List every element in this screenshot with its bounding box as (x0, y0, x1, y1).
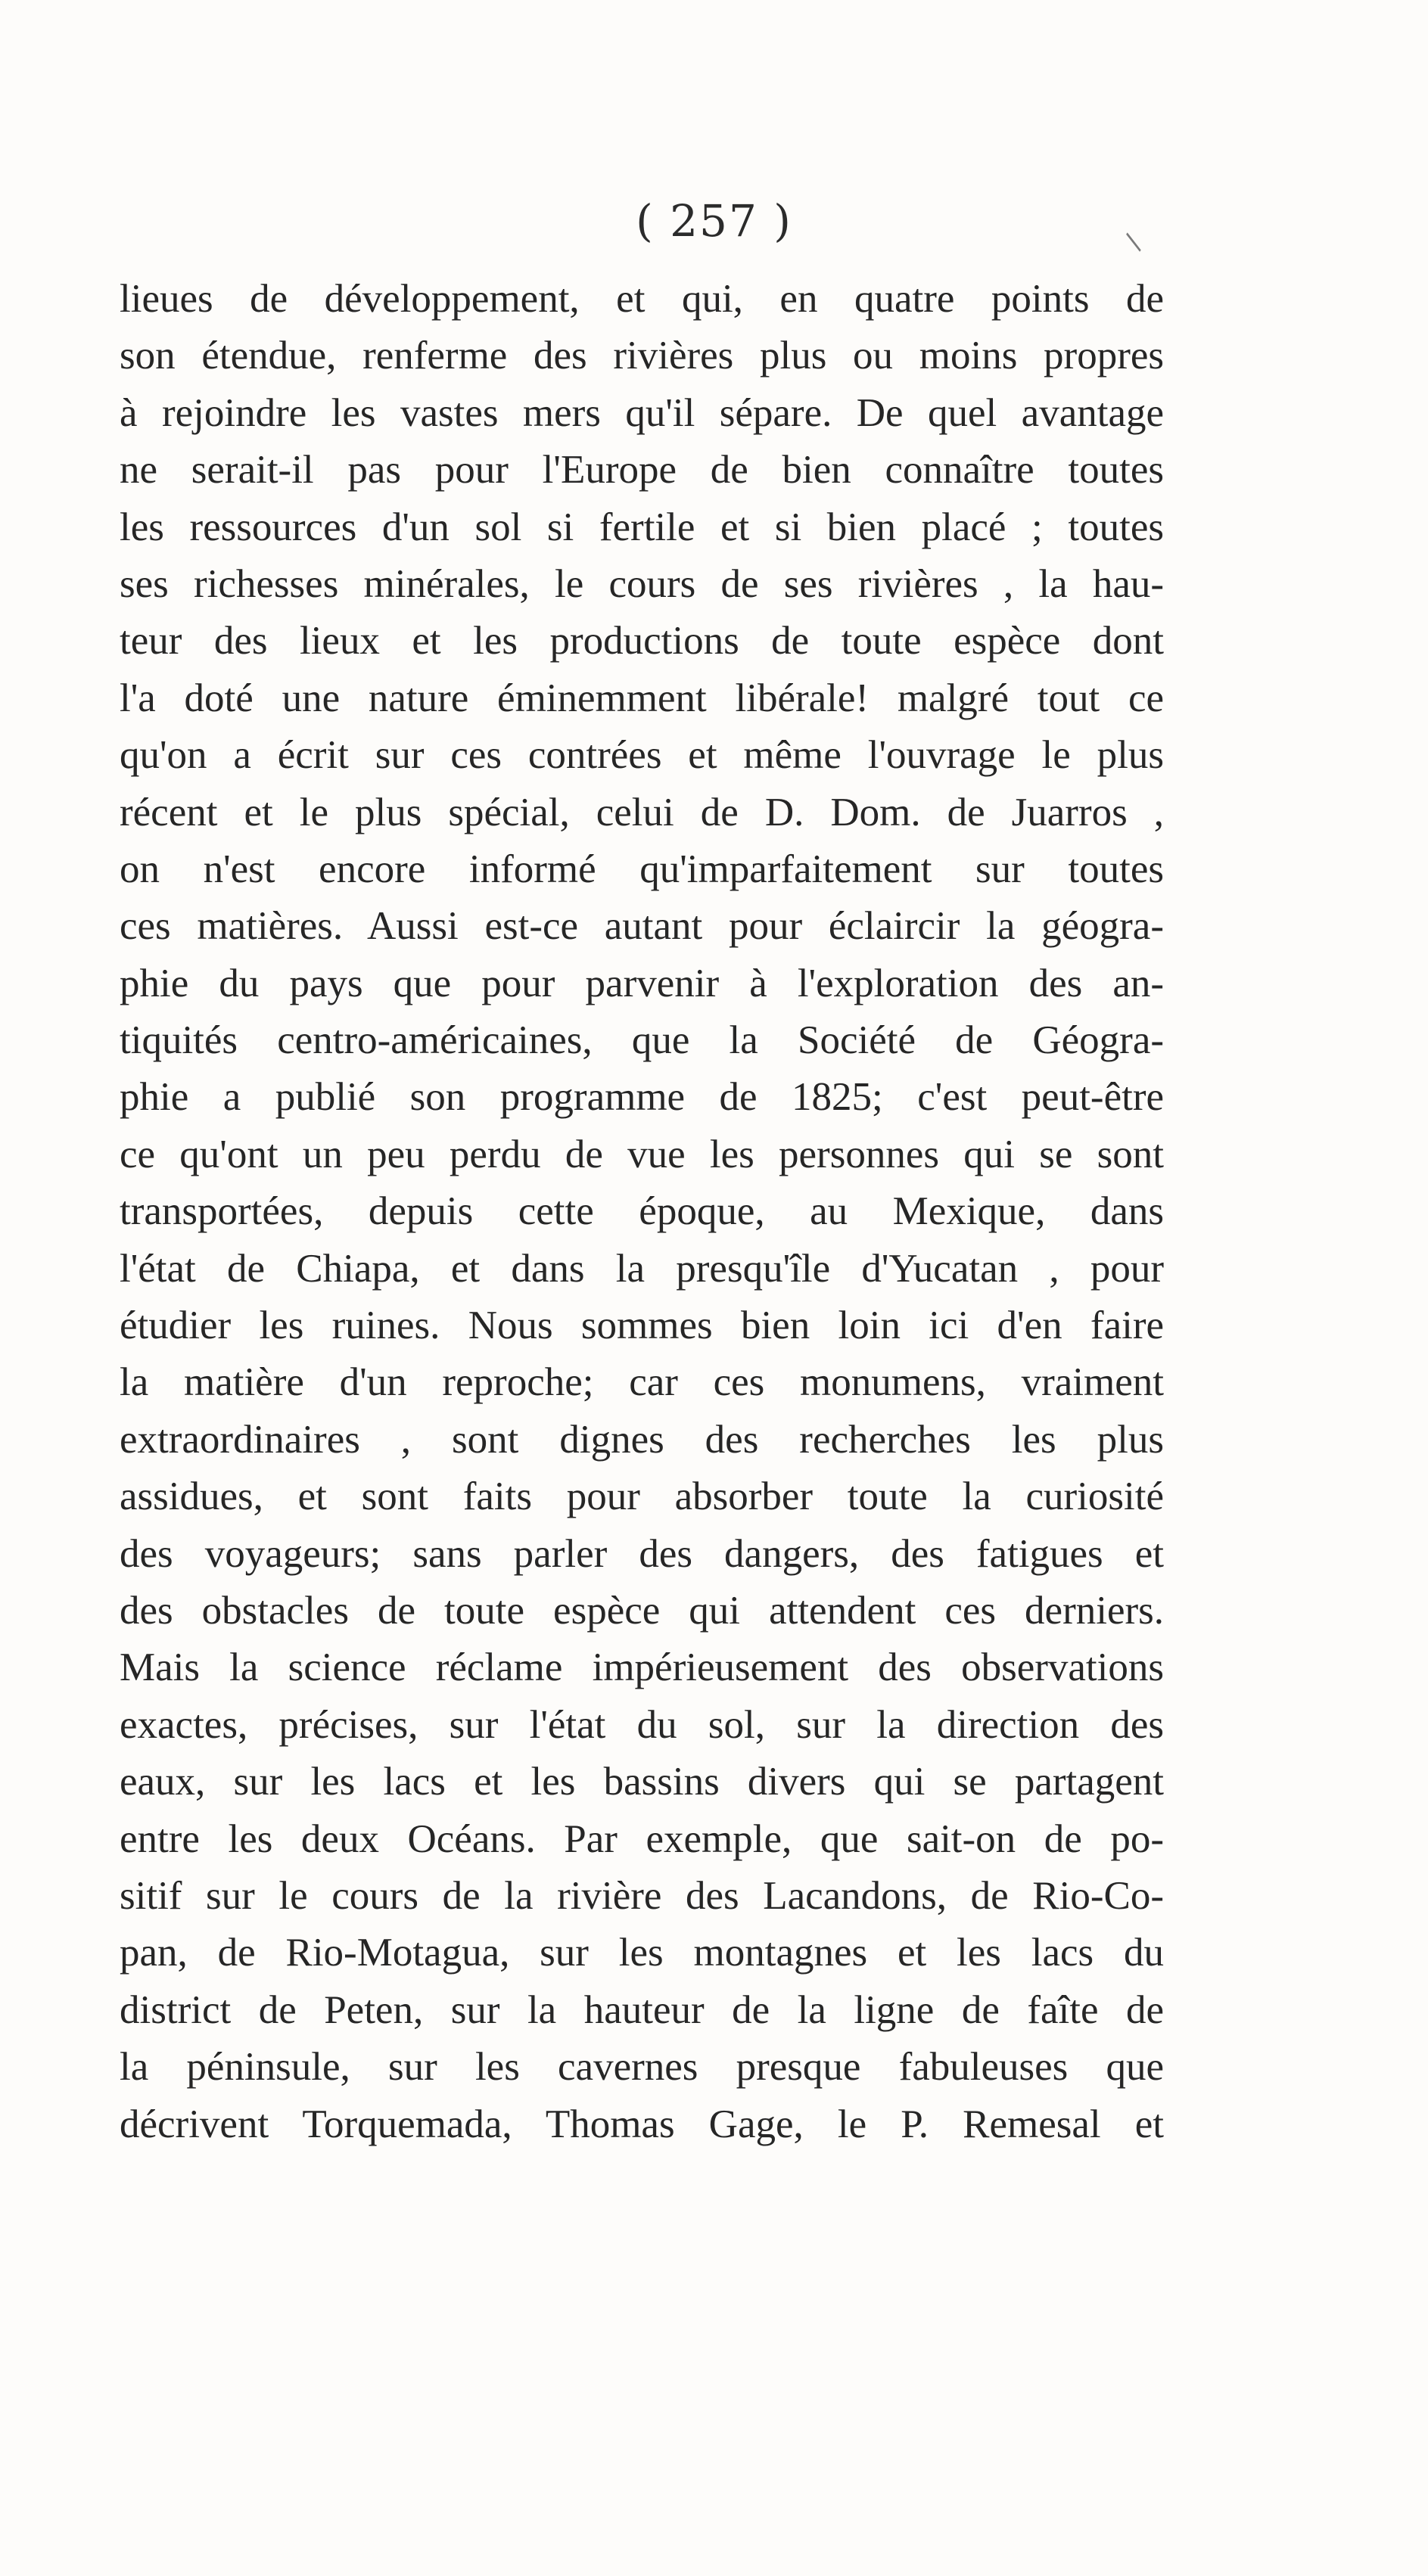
text-line: ce qu'ont un peu perdu de vue les personnes qui se sont (120, 1132, 1164, 1176)
text-line: eaux, sur les lacs et les bassins divers qui se partagent (120, 1760, 1164, 1804)
text-line: son étendue, renferme des rivières plus ou moins propres (120, 334, 1164, 378)
text-line: Mais la science réclame impérieusement des observations (120, 1645, 1164, 1690)
text-line: phie a publié son programme de 1825; c'est peut-être (120, 1075, 1164, 1120)
body-text (120, 271, 1164, 2153)
text-line: assidues, et sont faits pour absorber toute la curiosité (120, 1474, 1164, 1519)
text-line: pan, de Rio-Motagua, sur les montagnes et les lacs du (120, 1931, 1164, 1975)
text-line: la matière d'un reproche; car ces monumens, vraiment (120, 1360, 1164, 1405)
text-line: lieues de développement, et qui, en quatre points de (120, 277, 1164, 321)
text-line: l'état de Chiapa, et dans la presqu'île d'Yucatan , pour (120, 1246, 1164, 1291)
text-line: exactes, précises, sur l'état du sol, sur la direction des (120, 1702, 1164, 1747)
text-line: teur des lieux et les productions de toute espèce dont (120, 619, 1164, 663)
text-line: l'a doté une nature éminemment libérale! malgré tout ce (120, 676, 1164, 720)
text-line: étudier les ruines. Nous sommes bien loin ici d'en faire (120, 1304, 1164, 1348)
text-line: transportées, depuis cette époque, au Mexique, dans (120, 1189, 1164, 1234)
text-line: des voyageurs; sans parler des dangers, des fatigues et (120, 1531, 1164, 1576)
text-line: tiquités centro-américaines, que la Société de Géogra- (120, 1018, 1164, 1063)
text-line: les ressources d'un sol si fertile et si bien placé ; toutes (120, 505, 1164, 549)
text-line: extraordinaires , sont dignes des recherches les plus (120, 1417, 1164, 1462)
text-line: la péninsule, sur les cavernes presque fabuleuses que (120, 2045, 1164, 2090)
text-line: entre les deux Océans. Par exemple, que sait-on de po- (120, 1816, 1164, 1861)
text-line: à rejoindre les vastes mers qu'il sépare. De quel avantage (120, 390, 1164, 435)
text-line: qu'on a écrit sur ces contrées et même l'ouvrage le plus (120, 733, 1164, 778)
text-line: décrivent Torquemada, Thomas Gage, le P. Remesal et (120, 2102, 1164, 2146)
text-line: des obstacles de toute espèce qui attendent ces derniers. (120, 1588, 1164, 1633)
text-line: ne serait-il pas pour l'Europe de bien connaître toutes (120, 448, 1164, 493)
text-line: sitif sur le cours de la rivière des Lacandons, de Rio-Co- (120, 1873, 1164, 1918)
text-line: ces matières. Aussi est-ce autant pour éclaircir la géogra- (120, 904, 1164, 949)
text-line: district de Peten, sur la hauteur de la ligne de faîte de (120, 1987, 1164, 2032)
stray-mark: / (1118, 229, 1149, 255)
text-line: phie du pays que pour parvenir à l'exploration des an- (120, 961, 1164, 1005)
text-line: récent et le plus spécial, celui de D. Dom. de Juarros , (120, 790, 1164, 834)
text-line: ses richesses minérales, le cours de ses rivières , la hau- (120, 561, 1164, 606)
page-number: ( 257 ) (636, 195, 792, 247)
text-line: on n'est encore informé qu'imparfaitement sur toutes (120, 847, 1164, 891)
